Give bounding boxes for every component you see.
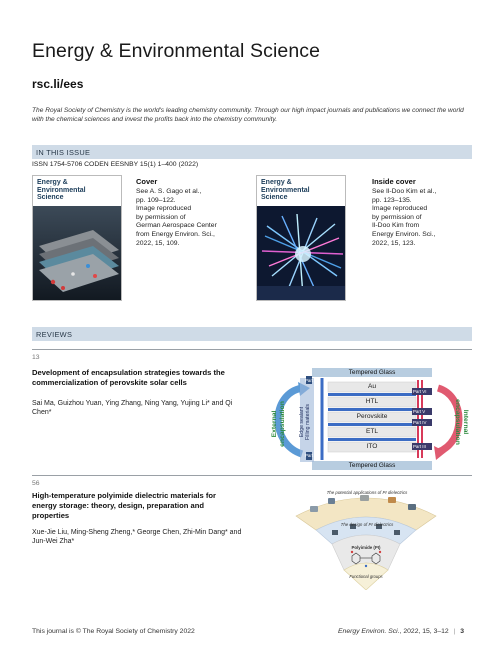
cover-image: [32, 175, 122, 301]
divider: [32, 349, 472, 350]
footer-copyright: This journal is © The Royal Society of Chemistry 2022: [32, 628, 195, 635]
cover-thumb-title: Energy & Environmental Science: [37, 179, 86, 201]
cover-artwork: [33, 206, 122, 301]
reviews-header: REVIEWS: [32, 327, 472, 341]
cover-title: Cover: [136, 177, 158, 186]
issn-line: ISSN 1754-5706 CODEN EESNBY 15(1) 1–400 (2022): [32, 161, 199, 168]
encapsulation-figure: Tempered Glass Tempered Glass Au HTL Perovskite ETL ITO External encapsulation Edge sealant Filling materials Internal encapsulation Part I Part II Part VI Part V Part IV Part III: [271, 369, 469, 469]
inside-cover-thumb-title: Energy & Environmental Science: [261, 179, 310, 201]
inside-cover-title: Inside cover: [372, 177, 416, 186]
article-authors: Xue-Jie Liu, Ming-Sheng Zheng,* George Chen, Zhi-Min Dang* and Jun-Wei Zha*: [32, 529, 242, 546]
journal-url[interactable]: rsc.li/ees: [32, 77, 84, 91]
divider: [32, 475, 472, 476]
journal-title: Energy & Environmental Science: [32, 40, 321, 62]
inside-cover-artwork: [257, 206, 346, 301]
cover-caption: See A. S. Gago et al., pp. 109–122. Image reproduced by permission of German Aerospace Center from Energy Environ. Sci., 2022, 15, 109.: [136, 188, 217, 247]
article-authors: Sai Ma, Guizhou Yuan, Ying Zhang, Ning Yang, Yujing Li* and Qi Chen*: [32, 400, 233, 417]
inside-cover-image: [256, 175, 346, 301]
polyimide-figure: The potential applications of PI dielectrics The design of PI dielectrics Polyimide (PI) Functional groups: [276, 486, 456, 590]
publisher-intro: The Royal Society of Chemistry is the world's leading chemistry community. Through our high impact journals and publications we connect the world with the chemical sciences and invest the profits back into the chemistry community.: [32, 107, 464, 123]
article-title[interactable]: Development of encapsulation strategies towards the commercialization of perovskite solar cells: [32, 368, 225, 387]
article-page: 56: [32, 480, 40, 487]
page-number: 3: [460, 628, 465, 635]
inside-cover-caption: See Il-Doo Kim et al., pp. 123–135. Image reproduced by permission of Il-Doo Kim from Energy Environ. Sci., 2022, 15, 123.: [372, 188, 437, 247]
footer-citation: Energy Environ. Sci., 2022, 15, 3–12 | 3: [338, 628, 465, 635]
article-title[interactable]: High-temperature polyimide dielectric materials for energy storage: theory, design, preparation and properties: [32, 491, 216, 520]
article-page: 13: [32, 354, 40, 361]
in-this-issue-header: IN THIS ISSUE: [32, 145, 472, 159]
